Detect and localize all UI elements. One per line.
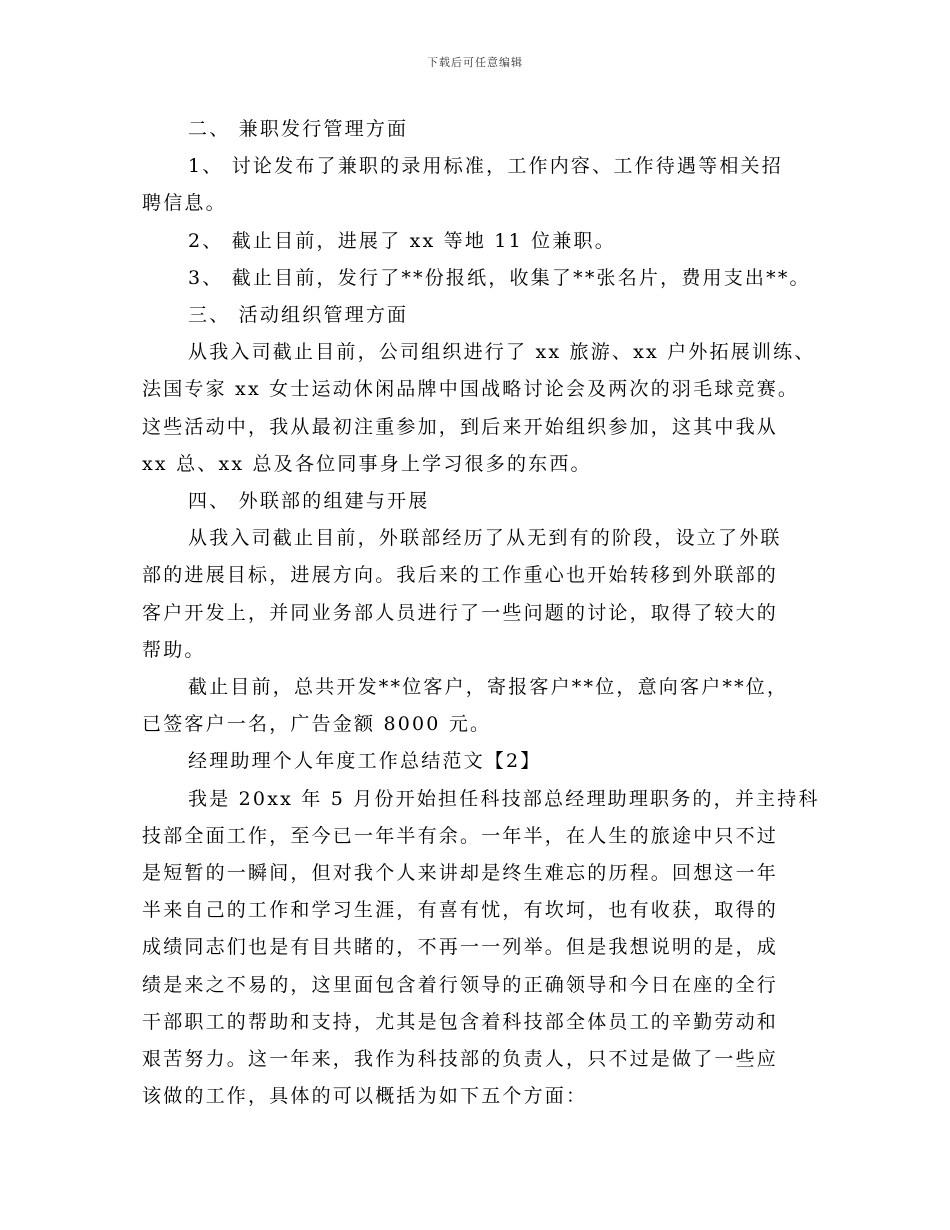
page-header-note: 下载后可任意编辑 bbox=[427, 56, 523, 69]
paragraph-line: xx 总、xx 总及各位同事身上学习很多的东西。 bbox=[142, 452, 592, 475]
paragraph-line: 干部职工的帮助和支持，尤其是包含着科技部全体员工的辛勤劳动和 bbox=[142, 1010, 779, 1033]
section-heading-4: 四、 外联部的组建与开展 bbox=[188, 490, 430, 513]
paragraph-line: 是短暂的一瞬间，但对我个人来讲却是终生难忘的历程。回想这一年 bbox=[142, 862, 779, 885]
paragraph-line: 部的进展目标，进展方向。我后来的工作重心也开始转移到外联部的 bbox=[142, 564, 779, 587]
paragraph-line: 我是 20xx 年 5 月份开始担任科技部总经理助理职务的，并主持科 bbox=[188, 787, 820, 810]
paragraph-line: 绩是来之不易的，这里面包含着行领导的正确领导和今日在座的全行 bbox=[142, 973, 779, 996]
section-heading-3: 三、 活动组织管理方面 bbox=[188, 304, 409, 327]
paragraph-line: 从我入司截止目前，公司组织进行了 xx 旅游、xx 户外拓展训练、 bbox=[188, 341, 816, 364]
paragraph-line: 从我入司截止目前，外联部经历了从无到有的阶段，设立了外联 bbox=[188, 527, 782, 550]
article-title: 经理助理个人年度工作总结范文【2】 bbox=[188, 750, 542, 773]
paragraph-line: 这些活动中，我从最初注重参加，到后来开始组织参加，这其中我从 bbox=[142, 415, 779, 438]
paragraph-line: 艰苦努力。这一年来，我作为科技部的负责人，只不过是做了一些应 bbox=[142, 1048, 779, 1071]
paragraph-line: 已签客户一名，广告金额 8000 元。 bbox=[142, 713, 492, 736]
paragraph-line: 该做的工作，具体的可以概括为如下五个方面： bbox=[142, 1085, 588, 1108]
paragraph-line: 法国专家 xx 女士运动休闲品牌中国战略讨论会及两次的羽毛球竞赛。 bbox=[142, 378, 800, 401]
paragraph-line: 帮助。 bbox=[142, 638, 206, 661]
paragraph-line: 3、 截止目前，发行了**份报纸，收集了**张名片，费用支出**。 bbox=[188, 266, 811, 289]
document-body bbox=[142, 111, 820, 1115]
paragraph-line: 1、 讨论发布了兼职的录用标准，工作内容、工作待遇等相关招 bbox=[188, 155, 783, 178]
paragraph-line: 成绩同志们也是有目共睹的，不再一一列举。但是我想说明的是，成 bbox=[142, 936, 779, 959]
paragraph-line: 截止目前，总共开发**位客户，寄报客户**位，意向客户**位， bbox=[188, 676, 789, 699]
paragraph-line: 技部全面工作，至今已一年半有余。一年半，在人生的旅途中只不过 bbox=[142, 824, 779, 847]
paragraph-line: 半来自己的工作和学习生涯，有喜有忧，有坎坷，也有收获，取得的 bbox=[142, 899, 779, 922]
section-heading-2: 二、 兼职发行管理方面 bbox=[188, 118, 409, 140]
paragraph-line: 2、 截止目前，进展了 xx 等地 11 位兼职。 bbox=[188, 229, 616, 252]
paragraph-line: 客户开发上，并同业务部人员进行了一些问题的讨论，取得了较大的 bbox=[142, 601, 779, 624]
paragraph-line: 聘信息。 bbox=[142, 192, 227, 215]
